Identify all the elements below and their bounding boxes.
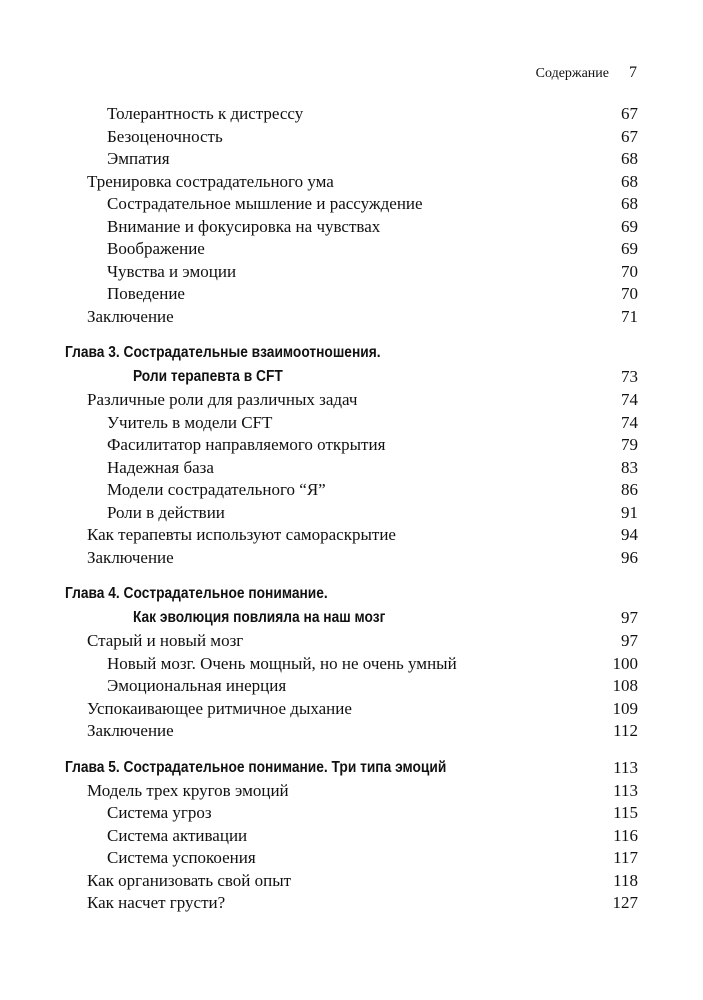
toc-subsection-entry (65, 802, 638, 825)
toc-entry-page: 71 (621, 306, 638, 326)
toc-subsection-entry (65, 457, 638, 480)
toc-entry-title: Учитель в модели CFT (107, 412, 273, 432)
toc-entry-title: Эмпатия (107, 149, 170, 168)
chapter-page: 73 (621, 367, 638, 386)
toc-entry-title: Эмоциональная инерция (107, 676, 287, 695)
toc-section-entry (65, 547, 638, 570)
toc-subsection-entry (65, 502, 638, 525)
toc-entry-title: Заключение (87, 547, 174, 567)
toc-subsection-entry (65, 847, 638, 870)
toc-entry-title: Внимание и фокусировка на чувствах (107, 216, 381, 236)
toc-entry-title: Система угроз (107, 803, 212, 822)
toc-entry-title: Толерантность к дистрессу (107, 104, 304, 123)
toc-chapter-heading (65, 582, 638, 630)
toc-entry-page: 67 (621, 126, 638, 146)
running-header (536, 64, 637, 82)
toc-entry-page: 115 (613, 803, 638, 822)
toc-entry-title: Старый и новый мозг (87, 631, 244, 650)
toc-entry-page: 97 (621, 631, 638, 650)
chapter-title-line-1: Глава 5. Сострадательное понимание. Три типа эмоций (65, 758, 447, 776)
toc-subsection-entry (65, 126, 638, 149)
toc-entry-title: Надежная база (107, 457, 214, 477)
toc-entry-title: Различные роли для различных задач (87, 390, 358, 409)
toc-subsection-entry (65, 103, 638, 126)
toc-entry-page: 118 (613, 870, 638, 890)
toc-entry-title: Новый мозг. Очень мощный, но не очень умный (107, 653, 457, 673)
toc-entry-page: 96 (621, 547, 638, 567)
toc-entry-title: Как насчет грусти? (87, 893, 226, 912)
toc-entry-title: Как терапевты используют самораскрытие (87, 525, 396, 544)
toc-entry-page: 68 (621, 171, 638, 191)
toc-entry-page: 113 (613, 780, 638, 800)
toc-section-entry (65, 892, 638, 915)
page-number: 7 (629, 64, 637, 81)
toc-entry-page: 83 (621, 457, 638, 477)
toc-entry-title: Сострадательное мышление и рассуждение (107, 194, 423, 213)
toc-section-entry (65, 524, 638, 547)
toc-entry-title: Поведение (107, 284, 185, 303)
toc-subsection-entry (65, 412, 638, 435)
toc-entry-page: 112 (613, 721, 638, 740)
toc-entry-page: 70 (621, 284, 638, 303)
running-header-title: Содержание (535, 66, 609, 81)
toc-entry-title: Система успокоения (107, 848, 256, 867)
toc-entry-title: Фасилитатор направляемого открытия (107, 435, 386, 454)
toc-entry-title: Успокаивающее ритмичное дыхание (87, 698, 352, 718)
toc-subsection-entry (65, 825, 638, 848)
toc-entry-title: Система активации (107, 825, 248, 845)
toc-entry-page: 79 (621, 435, 638, 454)
toc-subsection-entry (65, 193, 638, 216)
toc-section-entry (65, 780, 638, 803)
toc-entry-title: Как организовать свой опыт (87, 870, 292, 890)
chapter-title-line-1: Глава 3. Сострадательные взаимоотношения. (65, 344, 381, 361)
toc-section-entry (65, 720, 638, 743)
toc-chapter-heading (65, 756, 638, 780)
toc-entry-page: 69 (621, 216, 638, 236)
toc-entry-page: 117 (613, 848, 638, 867)
toc-entry-page: 127 (612, 893, 638, 912)
toc-subsection-entry (65, 434, 638, 457)
toc-entry-page: 69 (621, 239, 638, 258)
toc-entry-title: Роли в действии (107, 502, 225, 522)
toc-section-entry (65, 306, 638, 329)
chapter-title-line-2: Как эволюция повлияла на наш мозг (132, 609, 386, 626)
chapter-title-line-1: Глава 4. Сострадательное понимание. (65, 585, 328, 602)
toc-entry-page: 109 (612, 698, 638, 718)
toc-entry-title: Безоценочность (107, 126, 223, 146)
toc-section-entry (65, 630, 638, 653)
toc-entry-title: Воображение (107, 239, 205, 258)
toc-subsection-entry (65, 238, 638, 261)
toc-entry-title: Заключение (87, 721, 174, 740)
toc-entry-title: Тренировка сострадательного ума (87, 171, 334, 191)
toc-entry-title: Модели сострадательного “Я” (107, 480, 326, 499)
chapter-page: 113 (613, 757, 638, 777)
toc-entry-page: 91 (621, 502, 638, 522)
toc-chapter-heading (65, 341, 638, 389)
toc-entry-page: 94 (621, 525, 638, 544)
table-of-contents (65, 103, 638, 915)
toc-subsection-entry (65, 479, 638, 502)
toc-section-entry (65, 870, 638, 893)
toc-entry-page: 116 (613, 825, 638, 845)
toc-entry-page: 86 (621, 480, 638, 499)
toc-entry-title: Модель трех кругов эмоций (87, 780, 289, 800)
toc-subsection-entry (65, 653, 638, 676)
toc-section-entry (65, 698, 638, 721)
toc-entry-title: Заключение (87, 306, 174, 326)
toc-entry-page: 68 (621, 149, 638, 168)
toc-entry-page: 74 (621, 390, 638, 409)
toc-entry-page: 70 (621, 261, 638, 281)
toc-entry-title: Чувства и эмоции (107, 261, 237, 281)
toc-subsection-entry (65, 283, 638, 306)
toc-entry-page: 108 (612, 676, 638, 695)
toc-subsection-entry (65, 216, 638, 239)
toc-section-entry (65, 171, 638, 194)
chapter-page: 97 (621, 608, 638, 627)
toc-entry-page: 67 (621, 104, 638, 123)
toc-subsection-entry (65, 148, 638, 171)
toc-entry-page: 74 (621, 412, 638, 432)
toc-subsection-entry (65, 675, 638, 698)
toc-entry-page: 68 (621, 194, 638, 213)
toc-subsection-entry (65, 261, 638, 284)
toc-entry-page: 100 (612, 653, 638, 673)
toc-section-entry (65, 389, 638, 412)
chapter-title-line-2: Роли терапевта в CFT (132, 368, 283, 385)
